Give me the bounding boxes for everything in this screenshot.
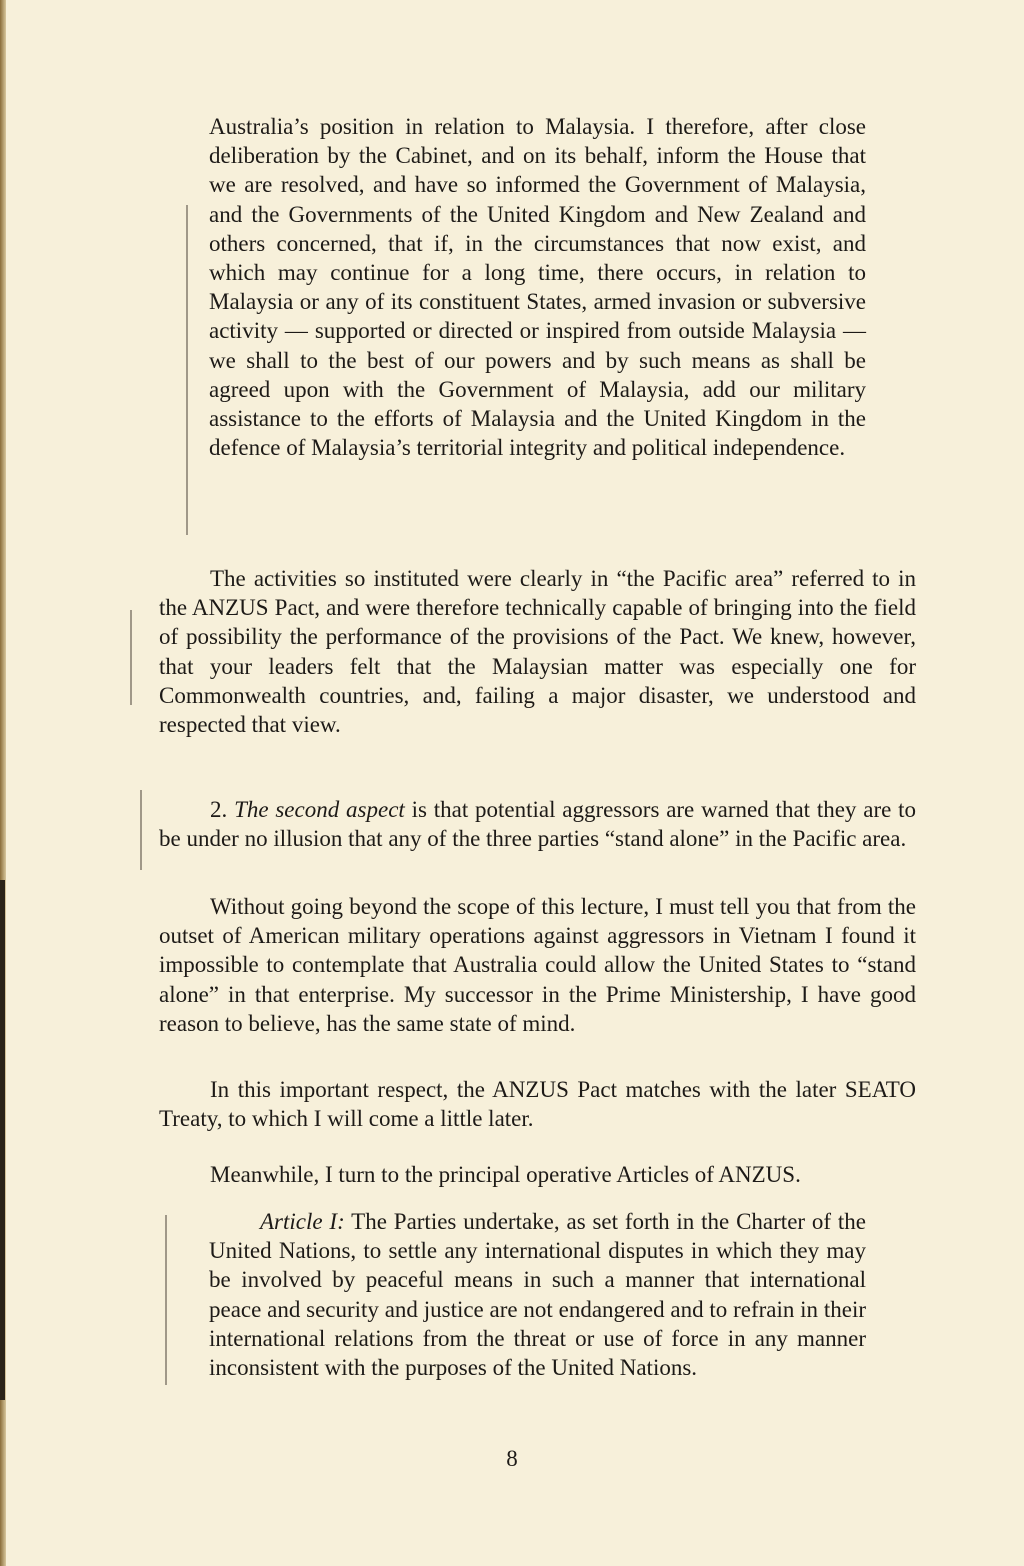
quoted-statement-paragraph: Australia’s position in relation to Malaysia. I therefore, after close deliberation by the Cabinet, and on its behalf, inform the House that we are resolved, and have so informed the Government of Malaysia, and the Governments of the United Kingdom and New Zealand and others concerned, that if, in the circumstances that now exist, and which may continue for a long time, there occurs, in relation to Malaysia or any of its constituent States, armed invasion or subversive activity — supported or directed or inspired from outside Malaysia — we shall to the best of our powers and by such means as shall be agreed upon with the Government of Malaysia, add our military assistance to the efforts of Malaysia and the United Kingdom in the defence of Malaysia’s territorial integrity and political independence.: [209, 114, 866, 461]
margin-pencil-mark: [186, 205, 188, 535]
second-aspect-number: 2.: [210, 797, 228, 822]
activities-paragraph: The activities so instituted were clearly in “the Pacific area” referred to in the ANZUS Pact, and were therefore technically capable of bringing into the field of possibility the performance of the provisions of the Pact. We knew, however, that your leaders felt that the Malaysian matter was especially one for Commonwealth countries, and, failing a major disaster, we understood and respected that view.: [159, 566, 916, 738]
seato-paragraph: In this important respect, the ANZUS Pact matches with the later SEATO Treaty, to which I will come a little later.: [159, 1077, 916, 1132]
page-spine-shadow: [0, 880, 5, 1400]
vietnam-paragraph: Without going beyond the scope of this lecture, I must tell you that from the outset of American military operations against aggressors in Vietnam I found it impossible to contemplate that Australia could allow the United States to “stand alone” in that enterprise. My successor in the Prime Ministership, I have good reason to believe, has the same state of mind.: [159, 894, 916, 1036]
second-aspect-text: is that potential aggressors are warned that they are to be under no illusion that any of the three parties “stand alone” in the Pacific area.: [159, 797, 917, 852]
second-aspect-heading: The second aspect: [234, 797, 405, 822]
margin-pencil-mark: [130, 610, 132, 705]
meanwhile-paragraph: Meanwhile, I turn to the principal operative Articles of ANZUS.: [210, 1162, 801, 1187]
second-aspect-paragraph: [159, 795, 916, 853]
article-one-text: The Parties undertake, as set forth in the Charter of the United Nations, to settle any international disputes in which they may be involved by peaceful means in such a manner that international peace and security and justice are not endangered and to refrain in their international relations from the threat or use of force in any manner inconsistent with the purposes of the United Nations.: [209, 1209, 866, 1381]
article-one-paragraph: [209, 1207, 866, 1382]
margin-pencil-mark: [140, 790, 142, 870]
article-one-heading: Article I:: [260, 1209, 345, 1234]
margin-pencil-mark: [165, 1215, 167, 1385]
page-number: 8: [506, 1446, 518, 1471]
